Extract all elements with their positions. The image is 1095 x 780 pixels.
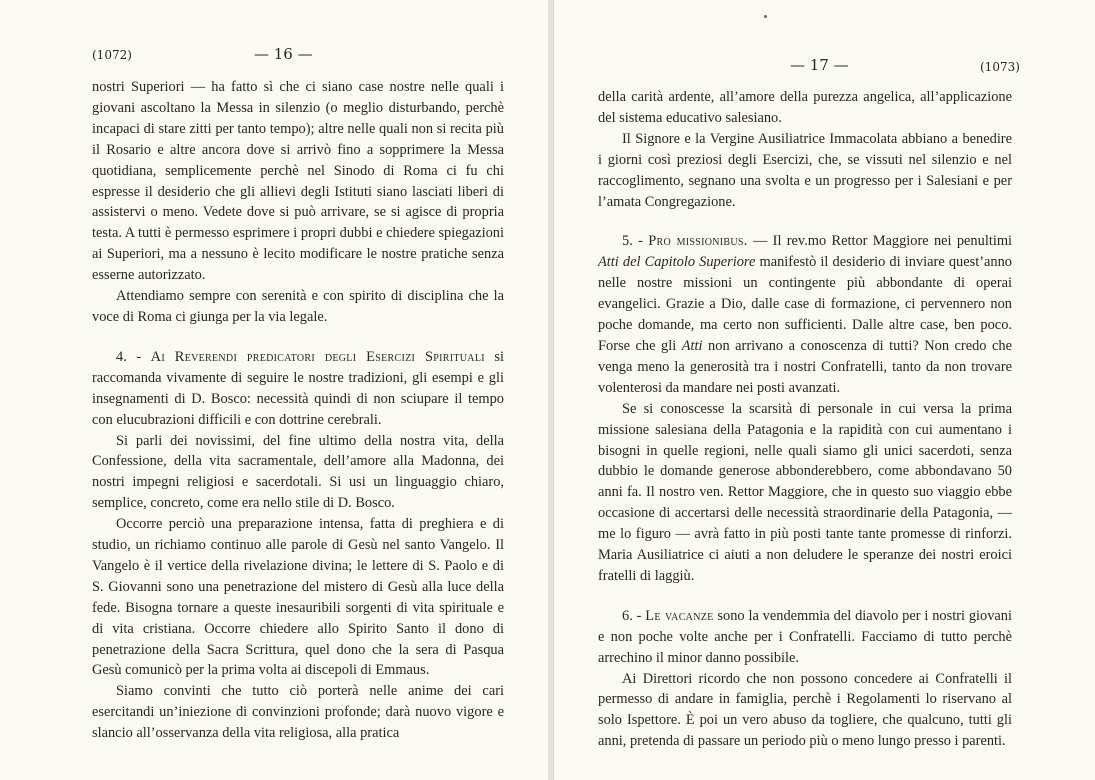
section-text: si raccomanda vivamente di seguire le nostre tradizioni, gli esempi e gli insegnamenti di D. Bosco: necessità quindi di non sciupare il tempo con elucubrazioni difficili e con dottrine cerebrali. [92,348,504,428]
section-text: manifestò il desiderio di inviare quest’anno nelle nostre missioni un contingente più abbondante di operai evangelici. Grazie a Dio, dalle case di formazione, ci pervennero non poche domande, ma certo non sufficienti. Dalle altre case, ben poco. Forse che gli [598,254,1012,354]
paragraph: della carità ardente, all’amore della purezza angelica, all’applicazione del sistema educativo salesiano. [598,89,1012,126]
section-6 [598,606,1012,669]
paragraph: nostri Superiori — ha fatto sì che ci siano case nostre nelle quali i giovani ascoltano la Messa in silenzio (o meglio disturbando, perchè incapaci di stare zitti per tanto tempo); altre nelle quali non si recita più il Rosario e altre ancora dove si arrivò fino a sopprimere la Messa quotidiana, semplicemente perchè nel Sinodo di Roma ci fu chi espresse il desiderio che gli allievi degli Istituti siano lasciati liberi di assistervi o meno. Vedete dove si può arrivare, se si agisce di propria testa. A tutti è permesso esprimere i propri dubbi e chiedere spiegazioni ai Superiori, ma a nessuno è lecito modificare le nostre pratiche senza esserne autorizzato. [92,79,504,284]
left-page-code: (1072) [92,48,132,62]
paragraph: Occorre perciò una preparazione intensa, fatta di preghiera e di studio, un richiamo continuo alle parole di Gesù nel santo Vangelo. Il Vangelo è il vertice della rivelazione divina; le lettere di S. Paolo e di S. Giovanni sono una penetrazione del mistero di Gesù alla luce della fede. Bisogna tornare a queste inesauribili sorgenti di vita spirituale e di vita cristiana. Occorre chiedere allo Spirito Santo il dono di penetrazione della Sacra Scrittura, quel dono che la sera di Pasqua Gesù comunicò per la prima volta ai discepoli di Emmaus. [92,516,504,679]
right-page-code: (1073) [980,60,1020,74]
right-page-body [598,87,1012,752]
section-heading: Pro missionibus. [648,233,748,250]
italic-title: Atti del Capitolo Superiore [598,254,756,271]
section-heading: Le vacanze [645,607,714,624]
section-number: 5. - [622,233,649,250]
section-number: 4. - [116,348,151,365]
right-page-number: — 17 — [790,56,849,74]
section-text: sono la vendemmia del diavolo per i nostri giovani e non poche volte anche per i Confratelli. Facciamo di tutto perchè arrechino il minor danno possibile. [598,607,1013,666]
paragraph: Siamo convinti che tutto ciò porterà nelle anime dei cari esercitandi un’iniezione di convinzioni profonde; darà nuovo vigore e slancio all’osservanza della vita religiosa, alla pratica [92,683,504,742]
section-4 [92,347,504,431]
paragraph: Se si conoscesse la scarsità di personale in cui versa la prima missione salesiana della Patagonia e la rapidità con cui aumentano i bisogni in quelle regioni, nelle quali siamo gli unici sacerdoti, senza dubbio le domande generose abbonderebbero, come abbondavano 50 anni fa. Il nostro ven. Rettor Maggiore, che in questo suo viaggio ebbe occasione di accertarsi delle necessità straordinarie della Patagonia, — me lo figuro — avrà fatto in più posti tante tante promesse di rinforzi. Maria Ausiliatrice ci aiuti a non deludere le speranze dei nostri eroici fratelli di laggiù. [598,400,1012,584]
section-5 [598,231,1012,398]
left-page-body [92,77,504,744]
section-heading: Ai Reverendi predicatori degli Esercizi Spirituali [150,348,485,365]
section-text: non arrivano a conoscenza di tutti? Non credo che venga meno la generosità tra i nostri Confratelli, tanto da non trovare volenterosi da mandare nei posti avanzati. [598,337,1013,396]
section-text: — Il rev.mo Rettor Maggiore nei penultimi [747,233,1013,250]
paragraph: Il Signore e la Vergine Ausiliatrice Immacolata abbiano a benedire i giorni così preziosi degli Esercizi, che, se vissuti nel silenzio e nel raccoglimento, segnano una svolta e un progresso per i Salesiani e per l’amata Congregazione. [598,130,1012,210]
italic-title: Atti [681,337,703,354]
paragraph: Si parli dei novissimi, del fine ultimo della nostra vita, della Confessione, della vita sacramentale, dell’amore alla Madonna, dei nostri impegni religiosi e sacerdotali. Si usi un linguaggio chiaro, semplice, concreto, come era nello stile di D. Bosco. [92,432,504,512]
paragraph: Attendiamo sempre con serenità e con spirito di disciplina che la voce di Roma ci giunga per la via legale. [92,288,504,325]
paragraph: Ai Direttori ricordo che non possono concedere ai Confratelli il permesso di andare in famiglia, perchè i Regolamenti lo riservano al solo Ispettore. È poi un vero abuso da togliere, che qualcuno, tutti gli anni, pretenda di passare un periodo più o meno lungo presso i parenti. [598,670,1012,750]
left-page-number: — 16 — [254,45,313,63]
section-number: 6. - [622,607,646,624]
scan-speck [764,15,767,18]
